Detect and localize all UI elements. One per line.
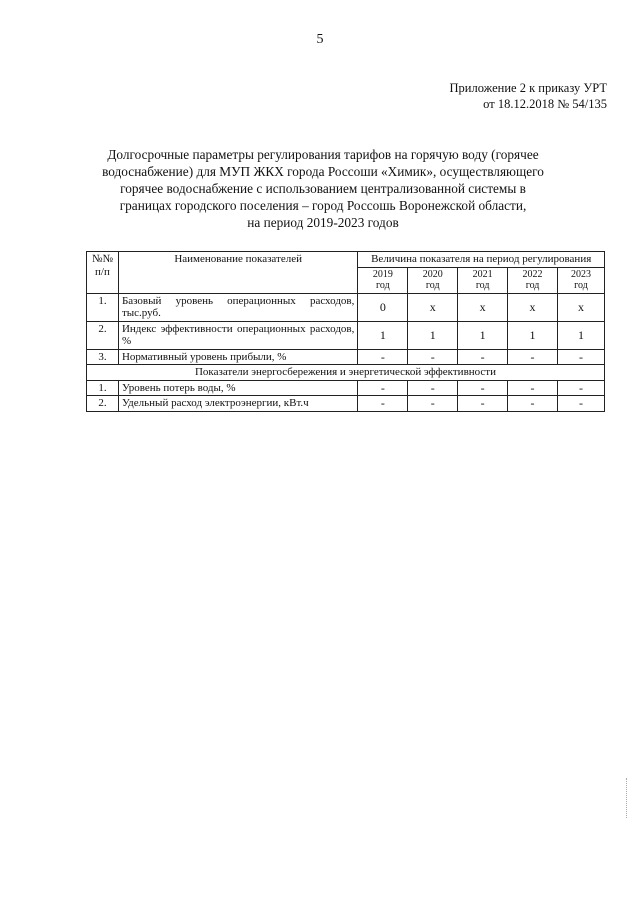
table-row — [87, 380, 605, 396]
row-value: - — [558, 380, 605, 396]
header-num: №№ п/п — [87, 252, 119, 294]
row-value: - — [508, 349, 558, 365]
row-value: - — [558, 349, 605, 365]
row-value: - — [458, 349, 508, 365]
title-line-2: водоснабжение) для МУП ЖКХ города Россоши «Химик», осуществляющего — [102, 164, 544, 179]
row-value: - — [358, 380, 408, 396]
year-cell — [458, 267, 508, 293]
year-label: 2021 — [472, 268, 493, 280]
year-cell — [558, 267, 605, 293]
page-number: 5 — [316, 32, 324, 47]
row-value: х — [408, 293, 458, 321]
row-value: - — [458, 380, 508, 396]
row-num: 1. — [87, 293, 119, 321]
row-name: Индекс эффективности операционных расходов, % — [118, 321, 357, 349]
header-value: Величина показателя на период регулирования — [358, 252, 605, 268]
title-line-1: Долгосрочные параметры регулирования тарифов на горячую воду (горячее — [107, 147, 539, 162]
appendix-line-2: от 18.12.2018 № 54/135 — [483, 97, 607, 111]
row-value: 0 — [358, 293, 408, 321]
year-unit: год — [475, 280, 490, 291]
row-value: - — [408, 396, 458, 412]
row-name: Базовый уровень операционных расходов, тыс.руб. — [118, 293, 357, 321]
row-value: - — [358, 349, 408, 365]
row-value: 1 — [358, 321, 408, 349]
year-unit: год — [574, 280, 588, 291]
row-value: 1 — [408, 321, 458, 349]
row-name: Уровень потерь воды, % — [118, 380, 357, 396]
table-row — [87, 396, 605, 412]
year-unit: год — [376, 280, 390, 291]
year-cell — [508, 267, 558, 293]
row-num: 2. — [87, 396, 119, 412]
row-value: - — [408, 380, 458, 396]
row-value: 1 — [458, 321, 508, 349]
title-line-5: на период 2019-2023 годов — [247, 215, 399, 230]
section-title: Показатели энергосбережения и энергетической эффективности — [87, 365, 605, 381]
row-value: х — [458, 293, 508, 321]
year-label: 2020 — [422, 268, 443, 280]
row-num: 2. — [87, 321, 119, 349]
row-value: - — [558, 396, 605, 412]
year-cell — [408, 267, 458, 293]
year-label: 2023 — [571, 268, 591, 280]
row-value: х — [558, 293, 605, 321]
table-row — [87, 349, 605, 365]
parameters-table — [86, 251, 605, 412]
year-cell — [358, 267, 408, 293]
row-value: - — [458, 396, 508, 412]
row-value: 1 — [508, 321, 558, 349]
row-value: - — [508, 396, 558, 412]
table-row — [87, 321, 605, 349]
row-value: - — [508, 380, 558, 396]
row-num: 1. — [87, 380, 119, 396]
appendix-reference — [450, 80, 608, 112]
year-label: 2022 — [522, 268, 543, 280]
row-name: Нормативный уровень прибыли, % — [118, 349, 357, 365]
title-line-3: горячее водоснабжение с использованием централизованной системы в — [120, 181, 526, 196]
row-num: 3. — [87, 349, 119, 365]
row-value: - — [408, 349, 458, 365]
header-name: Наименование показателей — [118, 252, 357, 294]
row-value: х — [508, 293, 558, 321]
title-line-4: границах городского поселения – город Россошь Воронежской области, — [119, 198, 527, 213]
row-name: Удельный расход электроэнергии, кВт.ч — [118, 396, 357, 412]
appendix-line-1: Приложение 2 к приказу УРТ — [449, 81, 607, 95]
table-header-row — [87, 252, 605, 268]
document-title — [95, 146, 551, 231]
section-header-row — [87, 365, 605, 381]
year-unit: год — [525, 280, 540, 291]
table-row — [87, 293, 605, 321]
row-value: - — [358, 396, 408, 412]
scan-margin-mark — [626, 778, 628, 818]
year-label: 2019 — [372, 268, 393, 280]
row-value: 1 — [558, 321, 605, 349]
year-unit: год — [425, 280, 440, 291]
